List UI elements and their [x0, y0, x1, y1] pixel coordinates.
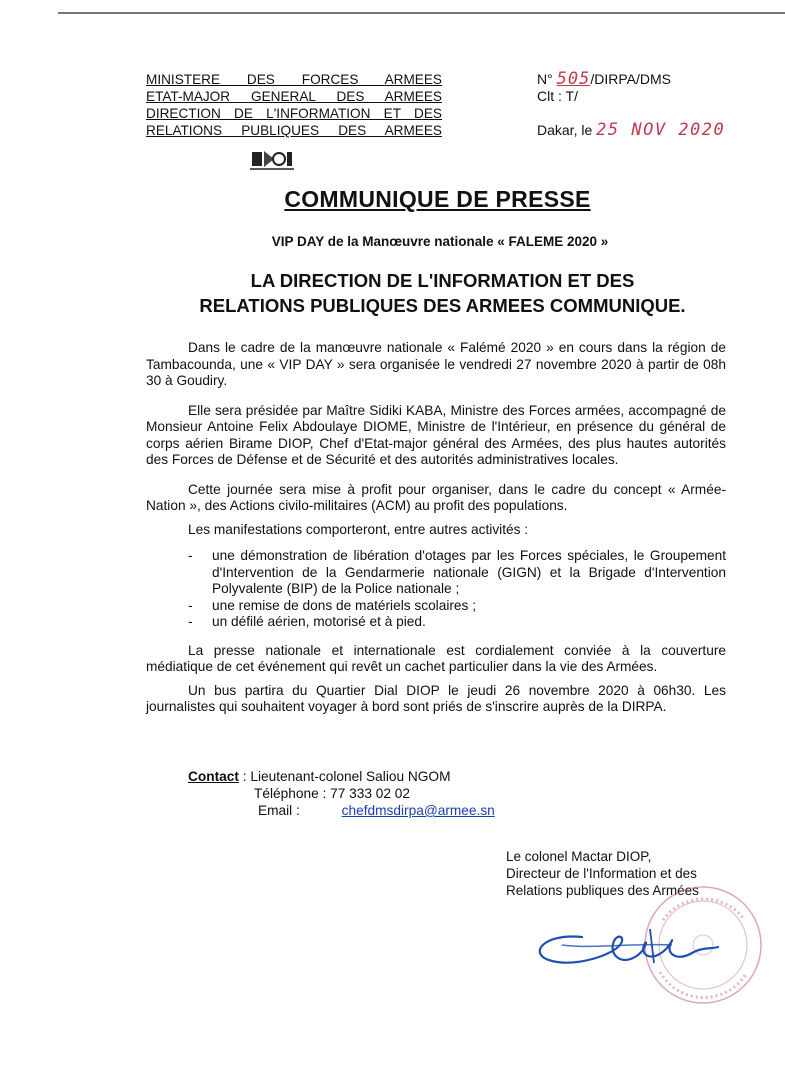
date-stamp: 25 NOV 2020 [596, 120, 726, 140]
paragraph-activities-intro: Les manifestations comporteront, entre autres activités : [188, 521, 529, 537]
reference-line [537, 71, 671, 88]
handwritten-signature-icon [522, 915, 722, 985]
contact-person-row [188, 768, 495, 785]
paragraph-context: Dans le cadre de la manœuvre nationale « Falémé 2020 » en cours dans la région de Tambacounda, une « VIP DAY » sera organisée le vendredi 27 novembre 2020 à partir de 08h 30 à Goudiry. [146, 340, 726, 388]
date-prefix: Dakar, le [537, 122, 593, 138]
main-heading-line-2: RELATIONS PUBLIQUES DES ARMEES COMMUNIQUE. [199, 295, 686, 316]
reference-suffix: /DIRPA/DMS [590, 71, 671, 87]
org-line-staff: ETAT-MAJOR GENERAL DES ARMEES [146, 89, 442, 104]
document-title [0, 186, 785, 213]
activity-text: une remise de dons de matériels scolaires ; [212, 597, 476, 613]
contact-phone-row [188, 785, 495, 802]
reference-prefix: N° [537, 71, 553, 87]
email-label: Email : [258, 803, 300, 818]
document-subtitle [0, 234, 785, 249]
reference-block [537, 71, 671, 105]
signatory-title-1: Directeur de l'Information et des [506, 866, 697, 881]
email-link[interactable]: chefdmsdirpa@armee.sn [341, 803, 495, 818]
list-item: - une démonstration de libération d'otages par les Forces spéciales, le Groupement d'Intervention de la Gendarmerie nationale (GIGN) et la Brigade d'Intervention Polyvalente (BIP) de la Police nationale ; [188, 548, 726, 596]
signatory-title-2: Relations publiques des Armées [506, 883, 699, 898]
phone-label: Téléphone : [254, 786, 327, 801]
issuing-organization [146, 71, 442, 139]
contact-email-row [188, 802, 495, 819]
list-item: - un défilé aérien, motorisé et à pied. [188, 614, 426, 629]
org-line-ministry: MINISTERE DES FORCES ARMEES [146, 72, 442, 87]
main-heading-line-1: LA DIRECTION DE L'INFORMATION ET DES [250, 270, 635, 291]
activity-text: une démonstration de libération d'otages par les Forces spéciales, le Groupement d'Intervention de la Gendarmerie nationale (GIGN) et la Brigade d'Intervention Polyvalente (BIP) de la Police nationale ; [212, 548, 726, 596]
main-heading [140, 268, 745, 318]
phone-number: 77 333 02 02 [330, 786, 411, 801]
top-border-rule [58, 12, 785, 14]
contact-label: Contact [188, 769, 239, 784]
list-item: - une remise de dons de matériels scolaires ; [188, 597, 476, 613]
contact-block [188, 768, 495, 819]
activity-text: un défilé aérien, motorisé et à pied. [212, 614, 426, 629]
document-subtitle-text: VIP DAY de la Manœuvre nationale « FALEME 2020 » [271, 234, 609, 249]
org-line-direction: DIRECTION DE L'INFORMATION ET DES [146, 106, 442, 121]
signatory-name: Le colonel Mactar DIOP, [506, 849, 652, 864]
org-line-relations: RELATIONS PUBLIQUES DES ARMEES [146, 123, 442, 138]
document-title-text: COMMUNIQUE DE PRESSE [284, 186, 591, 212]
paragraph-transport: Un bus partira du Quartier Dial DIOP le jeudi 26 novembre 2020 à 06h30. Les journalistes qui souhaitent voyager à bord sont priés de s'inscrire auprès de la DIRPA. [146, 682, 726, 714]
paragraph-officials: Elle sera présidée par Maître Sidiki KABA, Ministre des Forces armées, accompagné de Monsieur Antoine Felix Abdoulaye DIOME, Ministre de l'Intérieur, en présence du général de corps aérien Birame DIOP, Chef d'Etat-major général des Armées, des plus hautes autorités des Forces de Défense et de Sécurité et des autorités administratives locales. [146, 402, 726, 467]
armed-forces-emblem-icon [250, 147, 294, 171]
classification: Clt : T/ [537, 88, 578, 104]
date-line [537, 120, 725, 140]
paragraph-press-invitation: La presse nationale et internationale est cordialement conviée à la couverture médiatique de cet événement qui revêt un cachet particulier dans la vie des Armées. [146, 642, 726, 674]
activities-list [146, 548, 726, 631]
reference-number: 505 [556, 69, 591, 89]
release-body [146, 340, 726, 729]
contact-person: : Lieutenant-colonel Saliou NGOM [242, 769, 451, 784]
paragraph-purpose: Cette journée sera mise à profit pour organiser, dans le cadre du concept « Armée-Nation », des Actions civilo-militaires (ACM) au profit des populations. [146, 481, 726, 513]
